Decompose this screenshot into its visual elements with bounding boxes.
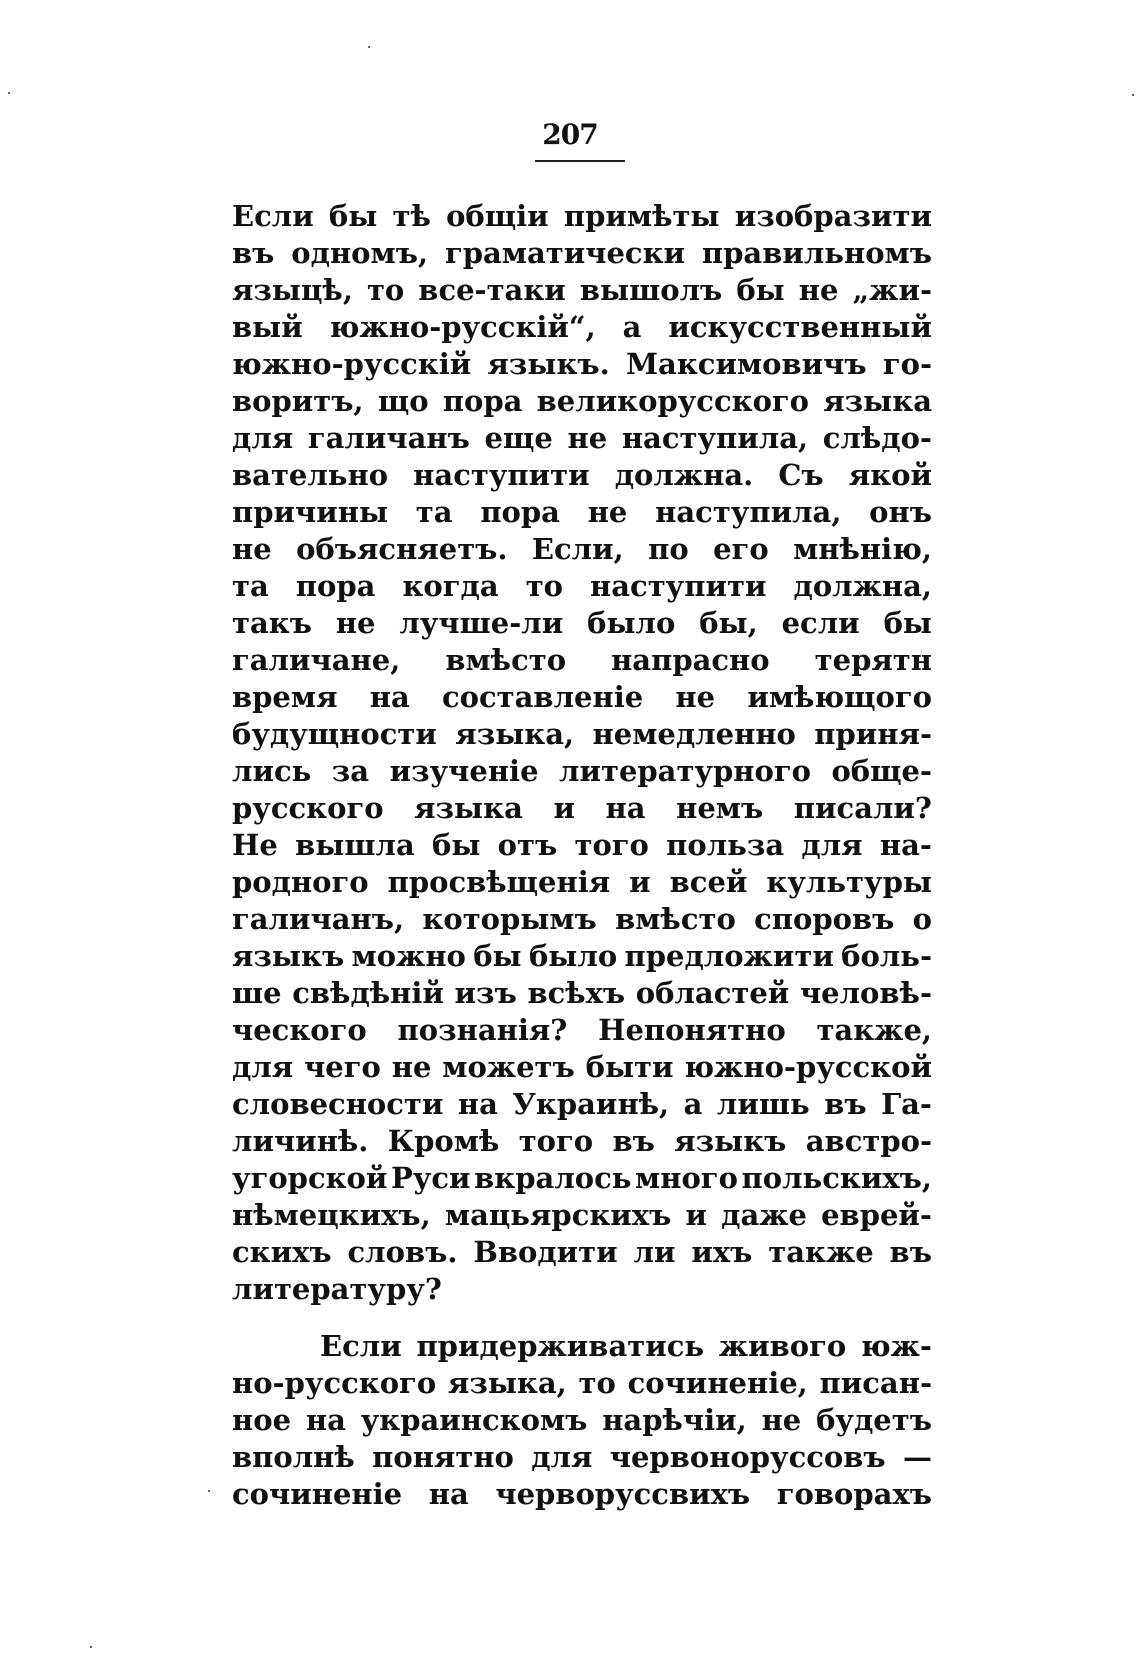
text-line: угорской Руси вкралось много польскихъ, bbox=[232, 1161, 932, 1195]
text-line: личинѣ. Кромѣ того въ языкъ австро- bbox=[232, 1124, 932, 1158]
text-line: вполнѣ понятно для червоноруссовъ — bbox=[232, 1440, 932, 1474]
scan-speck bbox=[1132, 94, 1134, 96]
paragraph bbox=[232, 198, 932, 1308]
text-line: Если бы тѣ общіи примѣты изобразити bbox=[232, 199, 932, 233]
text-line: причины та пора не наступила, онъ bbox=[232, 495, 932, 529]
text-line: скихъ словъ. Вводити ли ихъ также въ bbox=[232, 1235, 932, 1269]
text-line: не объясняетъ. Если, по его мнѣнію, bbox=[232, 532, 932, 566]
text-line: сочиненіе на черворуссвихъ говорахъ bbox=[232, 1477, 932, 1511]
text-line: нѣмецкихъ, мацьярскихъ и даже еврей- bbox=[232, 1198, 932, 1232]
scan-speck bbox=[8, 92, 10, 94]
page-number-rule bbox=[535, 160, 625, 162]
text-line: языкъ можно бы было предложити боль- bbox=[232, 939, 932, 973]
text-line: ное на украинскомъ нарѣчіи, не будетъ bbox=[232, 1403, 932, 1437]
text-line: ческого познанія? Непонятно также, bbox=[232, 1013, 932, 1047]
paragraph-gap bbox=[232, 1308, 932, 1328]
text-line: время на составленіе не имѣющого bbox=[232, 680, 932, 714]
text-line: Не вышла бы отъ того польза для на- bbox=[232, 828, 932, 862]
scan-speck bbox=[208, 1490, 210, 1492]
text-line: будущности языка, немедленно приня- bbox=[232, 717, 932, 751]
text-line: но-русского языка, то сочиненіе, писан- bbox=[232, 1366, 932, 1400]
text-line: литературу? bbox=[232, 1272, 442, 1306]
text-block bbox=[232, 198, 932, 1513]
page-number: 207 bbox=[542, 118, 598, 151]
text-line: для чего не можетъ быти южно-русской bbox=[232, 1050, 932, 1084]
text-line: языцѣ, то все-таки вышолъ бы не „жи- bbox=[232, 273, 932, 307]
text-line: та пора когда то наступити должна, bbox=[232, 569, 932, 603]
text-line: ше свѣдѣній изъ всѣхъ областей человѣ- bbox=[232, 976, 932, 1010]
text-line: лись за изученіе литературного обще- bbox=[232, 754, 932, 788]
text-line: вательно наступити должна. Съ якой bbox=[232, 458, 932, 492]
text-line: воритъ, що пора великорусского языка bbox=[232, 384, 932, 418]
text-line: Если придерживатись живого юж- bbox=[320, 1329, 932, 1363]
text-line: для галичанъ еще не наступила, слѣдо- bbox=[232, 421, 932, 455]
scan-speck bbox=[368, 46, 370, 48]
text-line: такъ не лучше-ли было бы, если бы bbox=[232, 606, 932, 640]
text-line: русского языка и на немъ писали? bbox=[232, 791, 932, 825]
scan-speck bbox=[90, 1646, 92, 1648]
text-line: вый южно-русскій“, а искусственный bbox=[232, 310, 932, 344]
text-line: галичане, вмѣсто напрасно терятн bbox=[232, 643, 932, 677]
text-line: южно-русскій языкъ. Максимовичъ го- bbox=[232, 347, 932, 381]
text-line: родного просвѣщенія и всей культуры bbox=[232, 865, 932, 899]
text-line: словесности на Украинѣ, а лишь въ Га- bbox=[232, 1087, 932, 1121]
paragraph bbox=[232, 1328, 932, 1513]
text-line: галичанъ, которымъ вмѣсто споровъ о bbox=[232, 902, 932, 936]
text-line: въ одномъ, граматически правильномъ bbox=[232, 236, 932, 270]
